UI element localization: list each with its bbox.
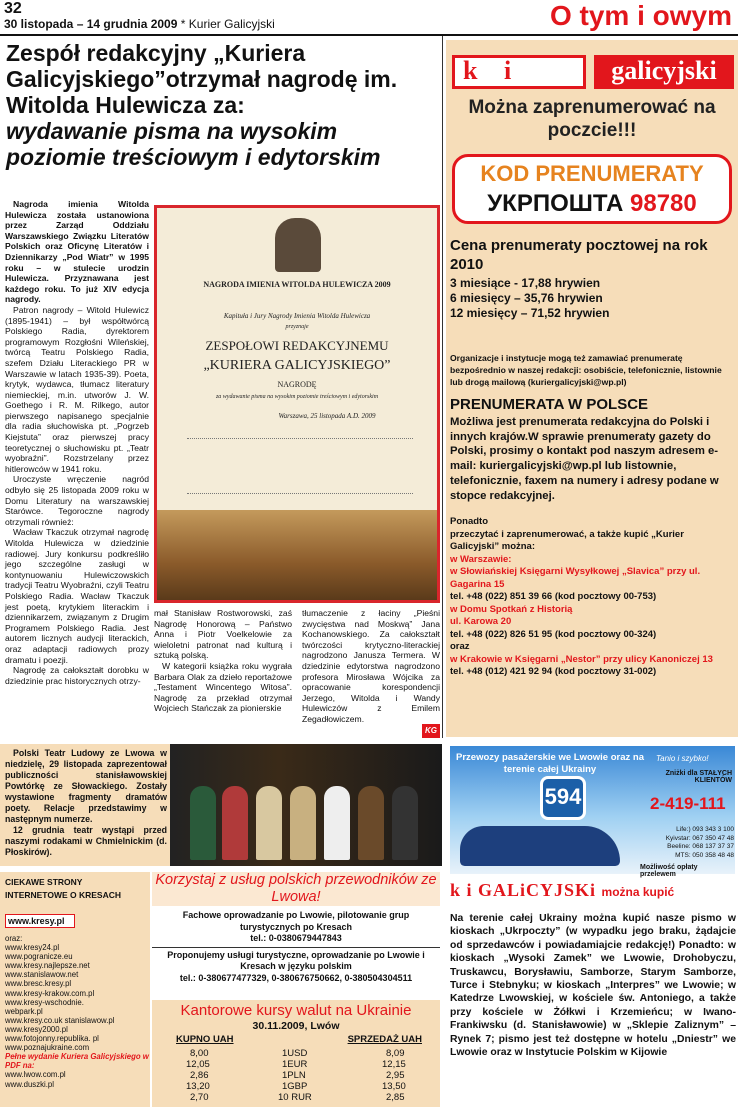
org-note: Organizacje i instytucje mogą też zamawiać prenumeratę bezpośrednio w naszej redakcji: osobiście, telefonicznie, listownie lub drogą mailową (kuriergalicyjski@wp.pl) — [450, 353, 722, 387]
signatures — [187, 438, 413, 494]
text-line: Ponadto — [450, 516, 488, 527]
text-line: w Słowiańskiej Księgarni Wysyłkowej „Slavica” przy ul. Gagarina 15 — [450, 566, 701, 590]
guides-line: Fachowe oprowadzanie po Lwowie, pilotowanie grup turystycznych po Kresach — [182, 910, 410, 932]
issue-date: 30 listopada – 14 grudnia 2009 * Kurier Galicyjski — [4, 17, 275, 31]
code-label: KOD PRENUMERATY — [480, 161, 704, 186]
section-title: O tym i owym — [549, 0, 732, 31]
subscription-subtitle: Można zaprenumerować na poczcie!!! — [468, 97, 716, 141]
ad-discount: Zniżki dla STAŁYCH KLIENTÓW — [665, 770, 732, 784]
text-line: w Warszawie: — [450, 553, 512, 565]
link-item[interactable]: www.pogranicze.eu — [5, 952, 73, 962]
link-item[interactable]: www.kresy.co.uk stanislawow.pl — [5, 1015, 115, 1025]
city-panorama — [157, 510, 437, 600]
header-rule — [0, 34, 738, 36]
text-line: tel. +48 (012) 421 92 94 (kod pocztowy 31-002) — [450, 666, 657, 677]
theatre-note — [0, 744, 442, 866]
text-line: w Domu Spotkań z Historią — [450, 603, 573, 615]
article-column-1: Nagroda imienia Witolda Hulewicza została ustanowiona przez Zarząd Oddziału Warszawskiego Związku Literatów Polskich oraz Oficynę Literatów i Dziennikarzy „Pod Wiatr” w 1995 roku – w stulecie urodzin Hulewicza. Przyznawana jest każdego roku. To już XIV edycja nagrody. Patron nagrody – Witold Hulewicz (1895-1941) – był współtwórcą Polskiego Radia, dyrektorem programowym Rozgłośni Wileńskiej, twórcą Teatru Polskiego Radia, szefem Działu Literackiego PR w Warszawie w latach 1935-39). Poeta, krytyk, wydawca, tłumacz literatury niemieckiej, m.in. utworów J. W. Goethego i R. M. Rilkego, autor pierwszego napisanego specjalnie dla radia słuchowiska pt. „Pogrzeb Kiejstuta” oraz pierwszej pracy teoretycznej o słuchowisku pt. „Teatr wyobraźni”. Rozstrzelany przez hitlerowców w 1941 roku. Uroczyste wręczenie nagród odbyło się 25 listopada 2009 roku w Domu Literatury na warszawskiej Starówce. Tegoroczne nagrody otrzymali również: Wacław Tkaczuk otrzymał nagrodę Witolda Hulewicza w dziedzinie radiowej. Jury konkursu podkreśliło jego szczególne zasługi w kontynuowaniu Hulewiczowskich tradycji Teatru Wyobraźni, czyli Teatru Polskiego Radia. Wacław Tkaczuk jest poetą, krytykiem literackim i dziennikarzem, związanym z Drugim Programem Polskiego Radia. Jest autorem licznych audycji literackich, oraz adaptacji radiowych prozy dramatu i poezji. Nagrodę za całokształt dorobku w dziedzinie prac historycznych otrzy- — [5, 199, 149, 686]
link-item[interactable]: webpark.pl — [5, 1006, 43, 1016]
ad-phones: Life:) 093 343 3 100 Kyivstar: 067 350 47 48 Beeline: 068 137 37 37 MTS: 050 358 48 48 — [665, 826, 734, 859]
link-item[interactable]: www.kresy2000.pl — [5, 1024, 68, 1034]
theatre-para: Polski Teatr Ludowy ze Lwowa w niedzielę, 29 listopada zaprezentował publiczności stanisławowskiej Powtórkę ze Słowackiego. Zostały wystawione fragmenty dramatów poety. Relacje przedstawimy w następnym numerze. — [5, 748, 167, 824]
link-item: oraz: — [5, 934, 23, 943]
link-item[interactable]: www.lwow.com.pl — [5, 1070, 66, 1080]
article-headline: Zespół redakcyjny „Kuriera Galicyjskiego”otrzymał nagrodę im. Witolda Hulewicza za: wydawanie pisma na wysokim poziomie treściowym i edytorskim — [6, 40, 398, 170]
page-number: 32 — [4, 0, 22, 17]
price-item: 3 miesiące - 17,88 hrywien — [450, 276, 601, 290]
code-value: УКРПОШТА 98780 — [487, 190, 697, 217]
certificate-line: NAGRODĘ — [277, 380, 317, 389]
car-icon — [460, 826, 620, 866]
guides-text — [152, 910, 440, 984]
column-divider — [442, 36, 443, 738]
poland-title: PRENUMERATA W POLSCE — [450, 396, 649, 413]
link-item[interactable]: www.poznajukraine.com — [5, 1043, 90, 1053]
guides-phone: tel.: 0-0380679447843 — [250, 933, 342, 943]
links-title — [5, 876, 121, 902]
link-item[interactable]: www.kresy-krakow.com.pl — [5, 988, 95, 998]
links-title-line: CIEKAWE STRONY — [5, 877, 83, 887]
certificate-line: za wydawanie pisma na wysokim poziomie treściowym i edytorskim — [215, 394, 379, 400]
rate-row: 12,05 1EUR 12,15 — [186, 1059, 406, 1070]
link-item[interactable]: www.kresy-wschodnie. — [5, 997, 84, 1007]
rates-title: Kantorowe kursy walut na Ukrainie — [180, 1002, 412, 1019]
rate-row: 8,00 1USD 8,09 — [190, 1048, 405, 1059]
rate-row: 2,70 10 RUR 2,85 — [190, 1092, 405, 1103]
links-box — [0, 872, 150, 1107]
guides-title: Korzystaj z usług polskich przewodników ze Lwowa! — [152, 872, 440, 906]
link-item[interactable]: www.bresc.kresy.pl — [5, 979, 72, 989]
rates-date: 30.11.2009, Lwów — [252, 1020, 340, 1032]
price-list — [450, 276, 734, 321]
link-item[interactable]: www.duszki.pl — [5, 1079, 54, 1089]
kiosk-title: k i GALiCYJSKi można kupić — [450, 880, 675, 900]
price-item: 6 miesięcy – 35,76 hrywien — [450, 291, 603, 305]
text-line: oraz — [450, 641, 470, 652]
theatre-photo — [170, 744, 442, 866]
rates-buy-header: KUPNO UAH — [176, 1034, 234, 1045]
article-column-3: tłumaczenie z łaciny „Pieśni zwycięstwa nad Moskwą” Jana Kochanowskiego. Za całokształt twórczości krytyczno-literackiej nagrodzono Janusza Termera. W dziedzinie edytorstwa nagrodzono profesora Mirosława Wójcika za opracowanie korespondencji Jerzego, Witolda i Wandy Hulewiczów z Emilem Zegadłowiczem. — [302, 608, 440, 724]
links-list — [5, 934, 149, 1089]
kiosk-box — [446, 880, 738, 1107]
kg-signature: KG — [422, 724, 440, 738]
ad-slogan: Tanio i szybko! — [656, 754, 709, 763]
certificate-line: Warszawa, 25 listopada A.D. 2009 — [278, 412, 376, 420]
taxi-ad-594 — [450, 746, 735, 878]
text-line: ul. Karowa 20 — [450, 616, 512, 627]
logo-ki: k i — [452, 55, 586, 89]
kg-logo — [452, 52, 734, 84]
ad-phone: 2-419-111 — [650, 794, 726, 813]
points-of-sale — [450, 516, 734, 679]
certificate-line: ZESPOŁOWI REDAKCYJNEMU — [205, 338, 389, 353]
divider — [152, 947, 440, 948]
rate-row: 13,20 1GBP 13,50 — [186, 1081, 406, 1092]
rate-row: 2,86 1PLN 2,95 — [190, 1070, 405, 1081]
text-line: przeczytać i zaprenumerować, a także kupić „Kurier Galicyjski” można: — [450, 528, 684, 552]
certificate-line: Kapituła i Jury Nagrody Imienia Witolda Hulewicza — [223, 312, 371, 320]
certificate-title: NAGRODA IMIENIA WITOLDA HULEWICZA 2009 — [203, 280, 391, 289]
link-item[interactable]: www.fotojonny.republika. pl — [5, 1034, 99, 1044]
link-item[interactable]: www.kresy.najlepsze.net — [5, 961, 90, 971]
text-line: w Krakowie w Księgarni „Nestor” przy ulicy Kanoniczej 13 — [450, 653, 713, 665]
guides-phone: tel.: 0-380677477329, 0-380676750662, 0-380504304511 — [179, 972, 413, 983]
certificate-line: przyznaje — [285, 324, 309, 330]
award-certificate-image — [154, 205, 440, 603]
ad-headline: Przewozy pasażerskie we Lwowie oraz na terenie całej Ukrainy — [456, 752, 644, 775]
text-line: tel. +48 (022) 851 39 66 (kod pocztowy 00-753) — [450, 591, 657, 602]
links-title-line: INTERNETOWE O KRESACH — [5, 890, 122, 900]
theatre-para: 12 grudnia teatr wystąpi przed naszymi rodakami w Chmielnickim (d. Płoskirów). — [5, 825, 167, 857]
subscription-box — [446, 40, 738, 737]
guides-ad — [152, 872, 440, 1000]
rates-sell-header: SPRZEDAŻ UAH — [347, 1034, 422, 1045]
ad-number: 594 — [540, 776, 586, 820]
portrait-icon — [275, 218, 321, 272]
kiosk-text: Na terenie całej Ukrainy można kupić nasze pismo w kioskach „Ukrpoczty” (w wypadku jego braku, żądajcie od sprzedawców i powiadamiajcie redakcję!) Ponadto: w kioskach „Wysoki Zamek” we Lwowie, Drohobyczu, Truskawcu, Borysławiu, Samborze, Starym Samborze, Turce i Stebnyku; w kioskach „Interpres” we Lwowie; w Katedrze Lwowskiej, w kościele św. Antoniego, a także przy kościele w Żółkwi i Krzemieńcu; w Iwano-Frankiwsku (d. Stanisławowie) w „Sklepie Zaliznym” – Rynek 7; pismo jest też dostępne w hotelu „Dniestr” we Lwowie oraz w Instytucie Polskim w Kijowie — [450, 913, 736, 1059]
theatre-text — [5, 748, 167, 858]
article-column-2: mał Stanisław Rostworowski, zaś Nagrodę Honorową – Państwo Anna i Piotr Voelkelowie za wieloletni patronat nad kulturą i sztuką polską. W kategorii książka roku wygrała Barbara Olak za dzieło reportażowe „Testament Wincentego Witosa”. Nagrodę za przekład otrzymał Wojciech Stańczak za pionierskie — [154, 608, 292, 714]
pdf-note: Pełne wydanie Kuriera Galicyjskiego w PDF na: — [5, 1052, 149, 1071]
certificate-line: „KURIERA GALICYJSKIEGO” — [203, 358, 391, 373]
price-title: Cena prenumeraty pocztowej na rok 2010 — [450, 237, 708, 273]
text-line: tel. +48 (022) 826 51 95 (kod pocztowy 00-324) — [450, 628, 657, 640]
link-item[interactable]: www.stanislawow.net — [5, 970, 79, 980]
subscription-code — [452, 154, 732, 224]
poland-text: Możliwa jest prenumerata redakcyjna do Polski i innych krajów.W sprawie prenumeraty gazety do Polski, prosimy o kontakt pod naszym adresem e-mail: kuriergalicyjski@wp.pl lub listownie, telefonicznie, faxem na numery i adresy podane w stopce redakcyjnej. — [450, 416, 719, 502]
currency-rates — [152, 1000, 440, 1107]
ad-footer: Możliwość opłaty przelewem — [640, 864, 698, 878]
price-item: 12 miesięcy – 71,52 hrywien — [450, 306, 610, 320]
logo-galicyjski: galicyjski — [594, 55, 734, 89]
guides-line: Proponujemy usługi turystyczne, oprowadzanie po Lwowie i Kresach w języku polskim — [167, 949, 425, 971]
link-kresy[interactable]: www.kresy.pl — [5, 914, 75, 928]
link-item[interactable]: www.kresy24.pl — [5, 943, 60, 953]
